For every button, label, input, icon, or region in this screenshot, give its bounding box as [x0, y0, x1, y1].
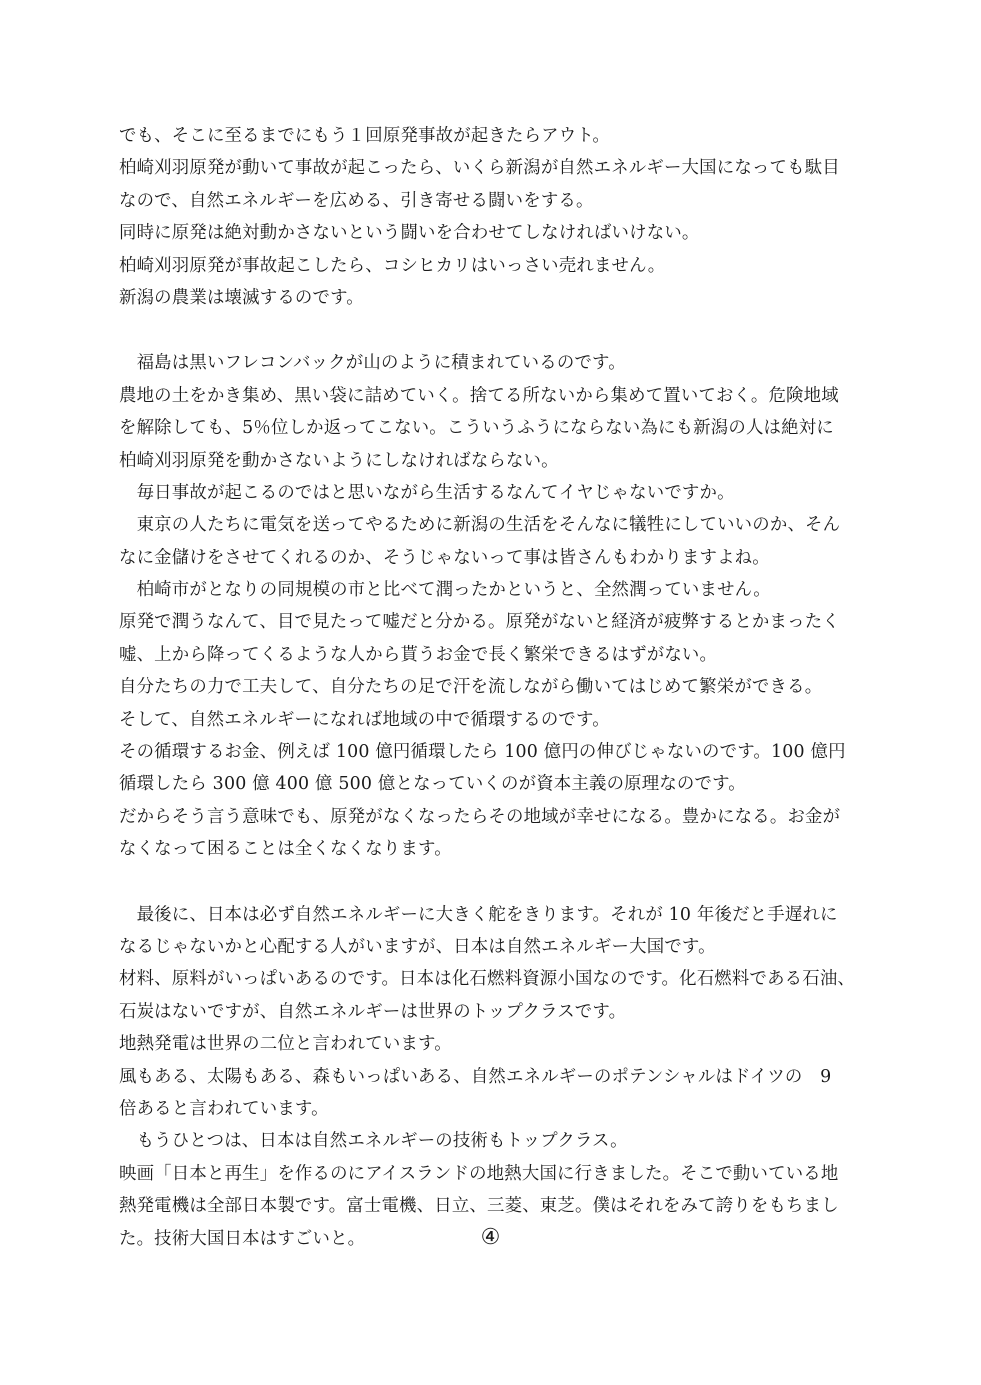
text-line: 福島は黒いフレコンバックが山のように積まれているのです。 — [119, 353, 626, 374]
text-line: 毎日事故が起こるのではと思いながら生活するなんてイヤじゃないですか。 — [119, 482, 735, 503]
text-line: 地熱発電は世界の二位と言われています。 — [119, 1034, 452, 1055]
text-line: 農地の土をかき集め、黒い袋に詰めていく。捨てる所ないから集めて置いておく。危険地域 — [119, 385, 839, 406]
paragraph — [119, 899, 864, 1255]
text-line: なくなって困ることは全くなくなります。 — [119, 839, 452, 860]
text-line: なので、自然エネルギーを広める、引き寄せる闘いをする。 — [119, 190, 594, 211]
paragraph — [119, 120, 864, 314]
text-line: なるじゃないかと心配する人がいますが、日本は自然エネルギー大国です。 — [119, 936, 716, 957]
text-line: 柏崎刈羽原発が動いて事故が起こったら、いくら新潟が自然エネルギー大国になっても駄目 — [119, 158, 840, 179]
text-line: を解除しても、5％位しか返ってこない。こういうふうにならない為にも新潟の人は絶対に — [119, 418, 834, 439]
text-line: 材料、原料がいっぱいあるのです。日本は化石燃料資源小国なのです。化石燃料である石油、 — [119, 969, 856, 990]
text-line: 倍あると言われています。 — [119, 1098, 329, 1119]
text-line: 原発で潤うなんて、目で見たって嘘だと分かる。原発がないと経済が疲弊するとかまったく — [119, 612, 840, 633]
text-line: 同時に原発は絶対動かさないという闘いを合わせてしなければいけない。 — [119, 223, 700, 244]
text-line: 石炭はないですが、自然エネルギーは世界のトップクラスです。 — [119, 1001, 627, 1022]
text-line: でも、そこに至るまでにもう１回原発事故が起きたらアウト。 — [119, 126, 610, 146]
text-line: 熱発電機は全部日本製です。富士電機、日立、三菱、東芝。僕はそれをみて誇りをもちまし — [119, 1196, 839, 1217]
text-line: 新潟の農業は壊滅するのです。 — [119, 287, 364, 308]
text-line: その循環するお金、例えば 100 億円循環したら 100 億円の伸びじゃないのです。100 億円 — [119, 742, 846, 763]
text-line: 嘘、上から降ってくるような人から貰うお金で長く繁栄できるはずがない。 — [119, 644, 718, 665]
text-line: た。技術大国日本はすごいと。 — [119, 1228, 366, 1249]
page-number: ④ — [480, 1225, 501, 1250]
body-text — [119, 120, 864, 1255]
paragraph — [119, 347, 864, 865]
text-line: そして、自然エネルギーになれば地域の中で循環するのです。 — [119, 709, 610, 730]
text-line: もうひとつは、日本は自然エネルギーの技術もトップクラス。 — [119, 1131, 628, 1152]
text-line: 自分たちの力で工夫して、自分たちの足で汗を流しながら働いてはじめて繁栄ができる。 — [119, 677, 823, 698]
text-line: 循環したら 300 億 400 億 500 億となっていくのが資本主義の原理なのです。 — [119, 774, 746, 795]
paragraph-spacer — [119, 866, 864, 899]
text-line: 柏崎刈羽原発が事故起こしたら、コシヒカリはいっさい売れません。 — [119, 255, 666, 276]
text-line: 柏崎刈羽原発を動かさないようにしなければならない。 — [119, 450, 559, 471]
text-line: 柏崎市がとなりの同規模の市と比べて潤ったかというと、全然潤っていません。 — [119, 580, 771, 601]
paragraph-spacer — [119, 314, 864, 347]
text-line: 最後に、日本は必ず自然エネルギーに大きく舵をきります。それが 10 年後だと手遅れに — [119, 904, 838, 925]
text-line: 東京の人たちに電気を送ってやるために新潟の生活をそんなに犠牲にしていいのか、そん — [119, 515, 841, 536]
text-line: だからそう言う意味でも、原発がなくなったらその地域が幸せになる。豊かになる。お金が — [119, 806, 841, 827]
text-line: 風もある、太陽もある、森もいっぱいある、自然エネルギーのポテンシャルはドイツの 9 — [119, 1066, 832, 1087]
text-line: なに金儲けをさせてくれるのか、そうじゃないって事は皆さんもわかりますよね。 — [119, 547, 770, 568]
text-line: 映画「日本と再生」を作るのにアイスランドの地熱大国に行きました。そこで動いている地 — [119, 1163, 839, 1184]
